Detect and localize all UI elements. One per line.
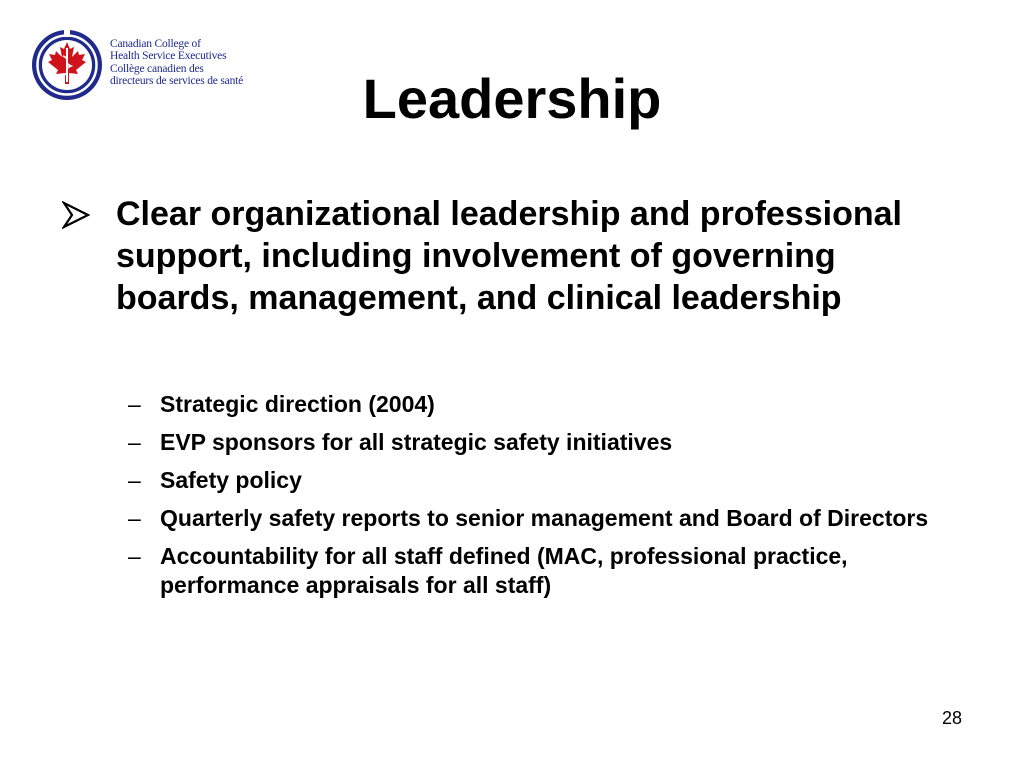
logo-line-fr-2: directeurs de services de santé <box>110 75 244 87</box>
sub-bullet-item <box>126 542 956 600</box>
sub-bullet-list <box>126 390 956 609</box>
dash-marker: – <box>128 543 141 569</box>
main-bullet-text: Clear organizational leadership and professional support, including involvement of governing boards, management, and clinical leadership <box>116 195 902 317</box>
sub-bullet-item <box>126 390 956 419</box>
sub-bullet-item <box>126 428 956 457</box>
dash-marker: – <box>128 391 141 417</box>
sub-bullet-text: Quarterly safety reports to senior management and Board of Directors <box>160 505 929 531</box>
sub-bullet-item <box>126 466 956 495</box>
logo-line-fr-1: Collège canadien des <box>110 63 204 75</box>
dash-marker: – <box>128 467 141 493</box>
logo-line-en-2: Health Service Executives <box>110 50 227 62</box>
sub-bullet-text: Strategic direction (2004) <box>160 391 435 417</box>
main-bullet <box>62 193 962 319</box>
sub-bullet-text: EVP sponsors for all strategic safety initiatives <box>160 429 673 455</box>
page-number: 28 <box>941 708 962 728</box>
dash-marker: – <box>128 505 141 531</box>
arrow-bullet-icon <box>62 201 90 229</box>
sub-bullet-item <box>126 504 956 533</box>
slide-title: Leadership <box>362 67 662 130</box>
sub-bullet-text: Safety policy <box>160 467 302 493</box>
logo-line-en-1: Canadian College of <box>110 38 201 50</box>
dash-marker: – <box>128 429 141 455</box>
sub-bullet-text: Accountability for all staff defined (MAC, professional practice, performance appraisals for all staff) <box>160 543 848 598</box>
